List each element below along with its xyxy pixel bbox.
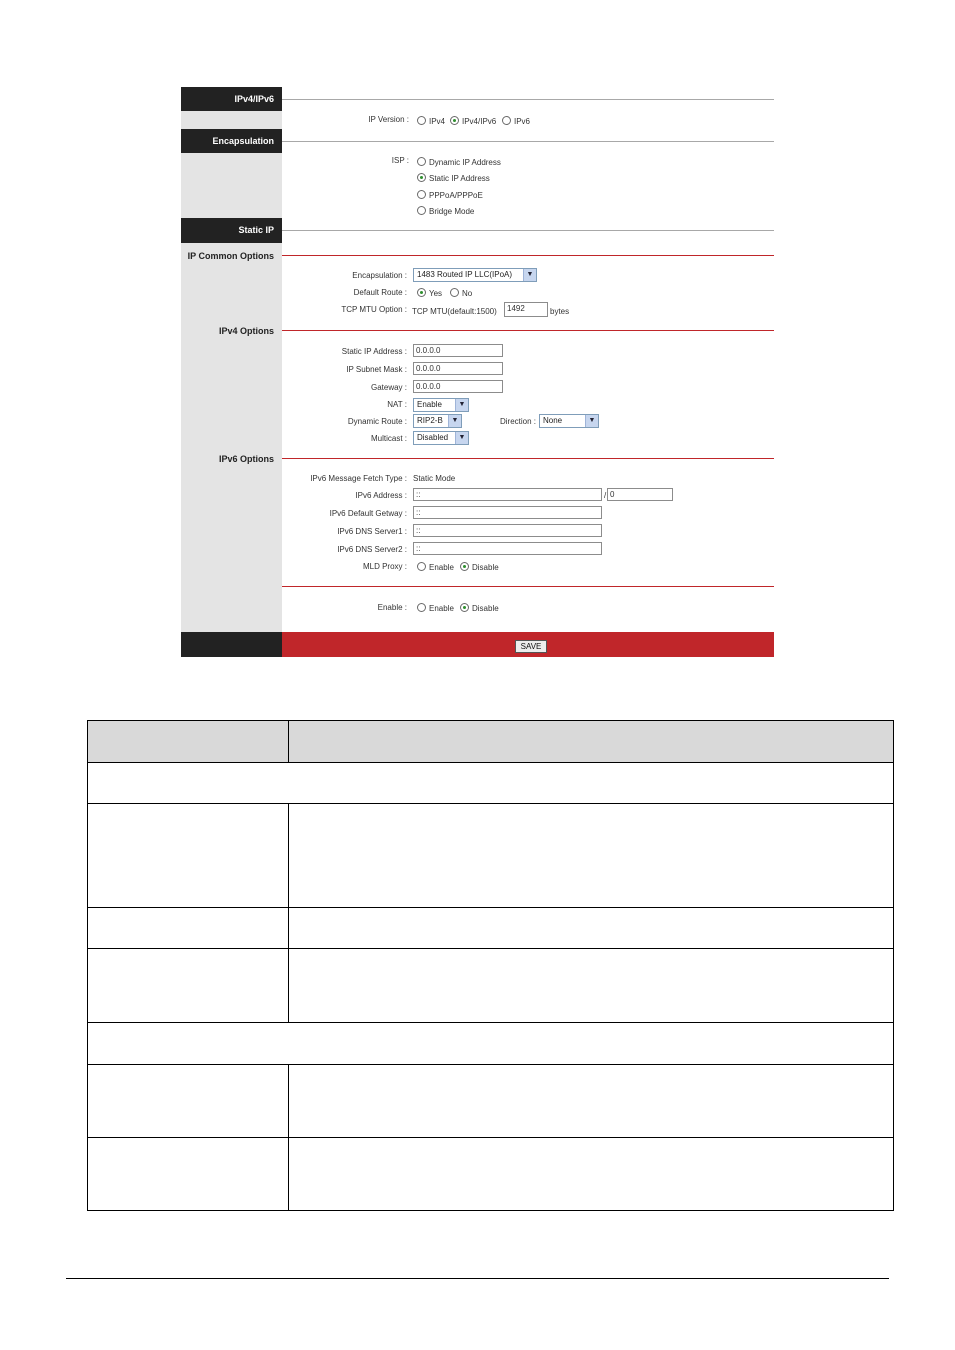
radio-default-route-yes-label: Yes bbox=[429, 289, 443, 298]
radio-dslite-enable-label: Enable bbox=[429, 604, 454, 613]
ipv6-fetch-type-label: IPv6 Message Fetch Type : bbox=[310, 474, 407, 483]
divider bbox=[282, 586, 774, 587]
section-header-encapsulation: Encapsulation bbox=[181, 129, 282, 153]
radio-pppoa-pppoe[interactable] bbox=[417, 190, 426, 199]
column-divider bbox=[288, 721, 289, 762]
ipv6-address-label: IPv6 Address : bbox=[355, 491, 407, 500]
table-row bbox=[87, 907, 894, 949]
multicast-select[interactable] bbox=[413, 431, 469, 445]
direction-select[interactable] bbox=[539, 414, 599, 428]
static-ip-label: Static IP Address : bbox=[341, 347, 407, 356]
table-section-row bbox=[87, 1022, 894, 1065]
section-header-ipv6-options: IPv6 Options bbox=[218, 454, 274, 464]
radio-pppoa-pppoe-label: PPPoA/PPPoE bbox=[429, 191, 483, 200]
ipv6-dns2-input[interactable]: :: bbox=[413, 542, 602, 555]
radio-ipv6[interactable] bbox=[502, 116, 511, 125]
subnet-mask-input[interactable]: 0.0.0.0 bbox=[413, 362, 503, 375]
radio-ipv6-label: IPv6 bbox=[514, 117, 531, 126]
dynamic-route-value: RIP2-B bbox=[417, 416, 443, 425]
tcp-mtu-default: TCP MTU(default:1500) bbox=[412, 307, 497, 316]
section-header-ipv4ipv6: IPv4/IPv6 bbox=[181, 87, 282, 111]
radio-ipv4ipv6[interactable] bbox=[450, 116, 459, 125]
divider bbox=[282, 255, 774, 256]
isp-label: ISP : bbox=[391, 156, 409, 165]
radio-mld-disable[interactable] bbox=[460, 562, 469, 571]
section-header-dual-stack-lite bbox=[181, 581, 282, 593]
footer-rule bbox=[66, 1278, 889, 1279]
divider bbox=[282, 141, 774, 142]
chevron-down-icon: ▼ bbox=[523, 269, 536, 281]
chevron-down-icon: ▼ bbox=[455, 432, 468, 444]
ipv6-dns1-input[interactable]: :: bbox=[413, 524, 602, 537]
nat-select[interactable] bbox=[413, 398, 469, 412]
nat-value: Enable bbox=[417, 400, 442, 409]
radio-ipv4ipv6-label: IPv4/IPv6 bbox=[462, 117, 497, 126]
save-bar-left bbox=[181, 632, 282, 657]
divider bbox=[282, 458, 774, 459]
ipv6-gateway-input[interactable]: :: bbox=[413, 506, 602, 519]
radio-default-route-yes[interactable] bbox=[417, 288, 426, 297]
tcp-mtu-unit: bytes bbox=[550, 307, 570, 316]
ipv6-prefix-input[interactable]: 0 bbox=[607, 488, 673, 501]
multicast-label: Multicast : bbox=[370, 434, 407, 443]
radio-dynamic-ip-label: Dynamic IP Address bbox=[429, 158, 501, 167]
chevron-down-icon: ▼ bbox=[585, 415, 598, 427]
radio-dynamic-ip[interactable] bbox=[417, 157, 426, 166]
encapsulation-label: Encapsulation : bbox=[352, 271, 407, 280]
save-button[interactable]: SAVE bbox=[515, 640, 547, 653]
radio-static-ip-label: Static IP Address bbox=[429, 174, 490, 183]
chevron-down-icon: ▼ bbox=[455, 399, 468, 411]
table-row bbox=[87, 1137, 894, 1211]
column-divider bbox=[288, 949, 289, 1022]
radio-ipv4-label: IPv4 bbox=[429, 117, 446, 126]
multicast-value: Disabled bbox=[417, 433, 449, 442]
column-divider bbox=[288, 908, 289, 948]
nat-label: NAT : bbox=[387, 400, 407, 409]
dslite-enable-label: Enable : bbox=[377, 603, 407, 612]
direction-value: None bbox=[543, 416, 563, 425]
radio-static-ip[interactable] bbox=[417, 173, 426, 182]
static-ip-input[interactable]: 0.0.0.0 bbox=[413, 344, 503, 357]
tcp-mtu-label: TCP MTU Option : bbox=[341, 305, 407, 314]
ipv6-dns1-label: IPv6 DNS Server1 : bbox=[337, 527, 407, 536]
section-header-ip-common: IP Common Options bbox=[187, 251, 274, 261]
mld-proxy-label: MLD Proxy : bbox=[362, 562, 407, 571]
subnet-mask-label: IP Subnet Mask : bbox=[346, 365, 407, 374]
direction-label: Direction : bbox=[499, 417, 536, 426]
divider bbox=[282, 230, 774, 231]
divider bbox=[282, 99, 774, 100]
table-header-row bbox=[87, 720, 894, 763]
radio-mld-enable-label: Enable bbox=[429, 563, 454, 572]
chevron-down-icon: ▼ bbox=[448, 415, 461, 427]
ipv6-prefix-separator: / bbox=[604, 491, 607, 500]
dynamic-route-select[interactable] bbox=[413, 414, 462, 428]
radio-mld-disable-label: Disable bbox=[472, 563, 499, 572]
router-config-panel bbox=[181, 87, 774, 657]
radio-dslite-disable-label: Disable bbox=[472, 604, 499, 613]
table-row bbox=[87, 948, 894, 1023]
radio-bridge-mode[interactable] bbox=[417, 206, 426, 215]
table-row bbox=[87, 803, 894, 908]
radio-dslite-disable[interactable] bbox=[460, 603, 469, 612]
gateway-label: Gateway : bbox=[370, 383, 407, 392]
ipv6-address-input[interactable]: :: bbox=[413, 488, 602, 501]
description-table bbox=[87, 720, 896, 1211]
ipv6-dns2-label: IPv6 DNS Server2 : bbox=[337, 545, 407, 554]
tcp-mtu-input[interactable]: 1492 bbox=[504, 302, 548, 317]
column-divider bbox=[288, 804, 289, 907]
divider bbox=[282, 330, 774, 331]
gateway-input[interactable]: 0.0.0.0 bbox=[413, 380, 503, 393]
radio-default-route-no-label: No bbox=[462, 289, 473, 298]
table-row bbox=[87, 1064, 894, 1138]
dynamic-route-label: Dynamic Route : bbox=[347, 417, 407, 426]
encapsulation-select[interactable] bbox=[413, 268, 537, 282]
radio-default-route-no[interactable] bbox=[450, 288, 459, 297]
radio-dslite-enable[interactable] bbox=[417, 603, 426, 612]
ip-version-label: IP Version : bbox=[368, 115, 409, 124]
radio-bridge-mode-label: Bridge Mode bbox=[429, 207, 475, 216]
column-divider bbox=[288, 1065, 289, 1137]
table-section-row bbox=[87, 762, 894, 804]
section-header-ipv4-options: IPv4 Options bbox=[218, 326, 274, 336]
encapsulation-value: 1483 Routed IP LLC(IPoA) bbox=[417, 270, 513, 279]
ipv6-gateway-label: IPv6 Default Getway : bbox=[329, 509, 407, 518]
column-divider bbox=[288, 1138, 289, 1210]
ipv6-fetch-type-value: Static Mode bbox=[413, 474, 456, 483]
section-sidebar bbox=[181, 87, 282, 657]
radio-ipv4[interactable] bbox=[417, 116, 426, 125]
section-header-static-ip: Static IP bbox=[181, 218, 282, 243]
radio-mld-enable[interactable] bbox=[417, 562, 426, 571]
save-bar bbox=[282, 632, 774, 657]
default-route-label: Default Route : bbox=[353, 288, 407, 297]
